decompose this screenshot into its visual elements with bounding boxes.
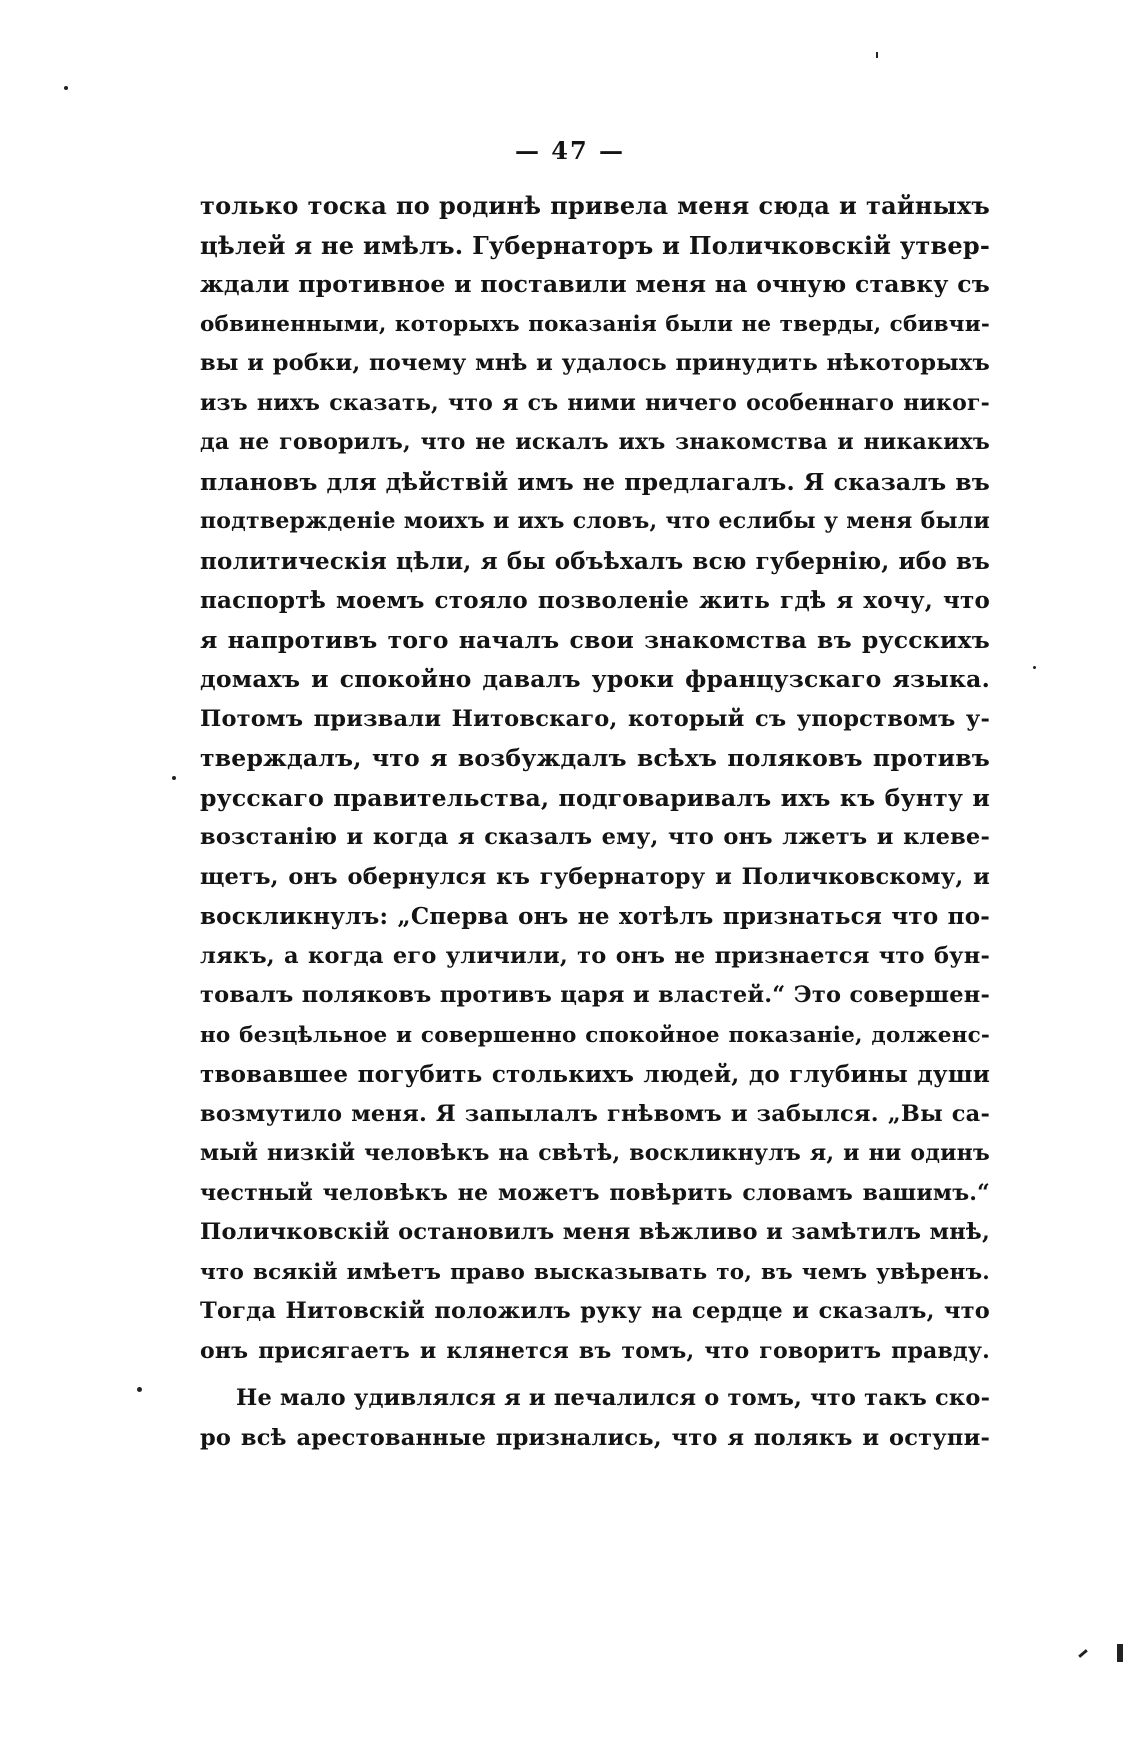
text-line: тверждалъ, что я возбуждалъ всѣхъ поляковъ противъ (200, 744, 990, 772)
text-line: Поличковскій остановилъ меня вѣжливо и замѣтилъ мнѣ, (200, 1219, 990, 1245)
scan-speck (64, 86, 68, 90)
text-line: твовавшее погубить столькихъ людей, до глубины души (200, 1061, 990, 1088)
text-line: воскликнулъ: „Сперва онъ не хотѣлъ признаться что по- (200, 903, 990, 930)
text-line: Потомъ призвали Нитовскаго, который съ упорствомъ у- (200, 705, 990, 732)
text-line: плановъ для дѣйствій имъ не предлагалъ. Я сказалъ въ (200, 467, 990, 496)
page-number: — 47 — (514, 136, 626, 165)
text-line: но безцѣльное и совершенно спокойное показаніе, долженс- (200, 1022, 990, 1048)
text-line: что всякій имѣетъ право высказывать то, въ чемъ увѣренъ. (200, 1259, 990, 1285)
text-line: я напротивъ того началъ свои знакомства въ русскихъ (200, 625, 990, 654)
text-line: вы и робки, почему мнѣ и удалось принудить нѣкоторыхъ (200, 350, 990, 376)
text-line: честный человѣкъ не можетъ повѣрить словамъ вашимъ.“ (200, 1179, 990, 1206)
text-line: подтвержденіе моихъ и ихъ словъ, что еслибы у меня были (200, 508, 990, 534)
scan-speck (1117, 1644, 1123, 1662)
scan-speck (137, 1387, 142, 1392)
text-line: Тогда Нитовскій положилъ руку на сердце и сказалъ, что (200, 1298, 990, 1324)
text-line: политическія цѣли, я бы объѣхалъ всю губернію, ибо въ (200, 547, 990, 575)
text-line: щетъ, онъ обернулся къ губернатору и Поличковскому, и (200, 863, 990, 890)
text-line: онъ присягаетъ и клянется въ томъ, что говоритъ правду. (200, 1337, 990, 1364)
scan-speck (876, 52, 878, 58)
text-line: домахъ и спокойно давалъ уроки французскаго языка. (200, 665, 990, 693)
text-line: Не мало удивлялся я и печалился о томъ, что такъ ско- (236, 1385, 991, 1411)
text-line: изъ нихъ сказать, что я съ ними ничего особеннаго никог- (200, 389, 990, 416)
body-text (200, 186, 990, 1458)
text-line: лякъ, а когда его уличили, то онъ не признается что бун- (200, 942, 990, 969)
text-line: мый низкій человѣкъ на свѣтѣ, воскликнулъ я, и ни одинъ (200, 1140, 990, 1166)
text-line: паспортѣ моемъ стояло позволеніе жить гдѣ я хочу, что (200, 587, 990, 614)
text-line: только тоска по родинѣ привела меня сюда и тайныхъ (200, 191, 990, 220)
text-line: ро всѣ арестованные признались, что я полякъ и оступи- (200, 1424, 990, 1451)
text-line: да не говорилъ, что не искалъ ихъ знакомства и никакихъ (200, 429, 990, 455)
scan-speck (172, 776, 176, 780)
text-line: возмутило меня. Я запылалъ гнѣвомъ и забылся. „Вы са- (200, 1100, 990, 1127)
scan-speck (1078, 1649, 1088, 1658)
text-line: русскаго правительства, подговаривалъ ихъ къ бунту и (200, 783, 990, 812)
scan-speck (1033, 666, 1036, 669)
text-line: обвиненными, которыхъ показанія были не тверды, сбивчи- (200, 311, 990, 337)
text-line: цѣлей я не имѣлъ. Губернаторъ и Поличковскій утвер- (200, 230, 990, 260)
text-line: возстанію и когда я сказалъ ему, что онъ лжетъ и клеве- (200, 824, 990, 850)
text-line: товалъ поляковъ противъ царя и властей.“ Это совершен- (200, 982, 990, 1008)
text-line: ждали противное и поставили меня на очную ставку съ (200, 270, 990, 298)
